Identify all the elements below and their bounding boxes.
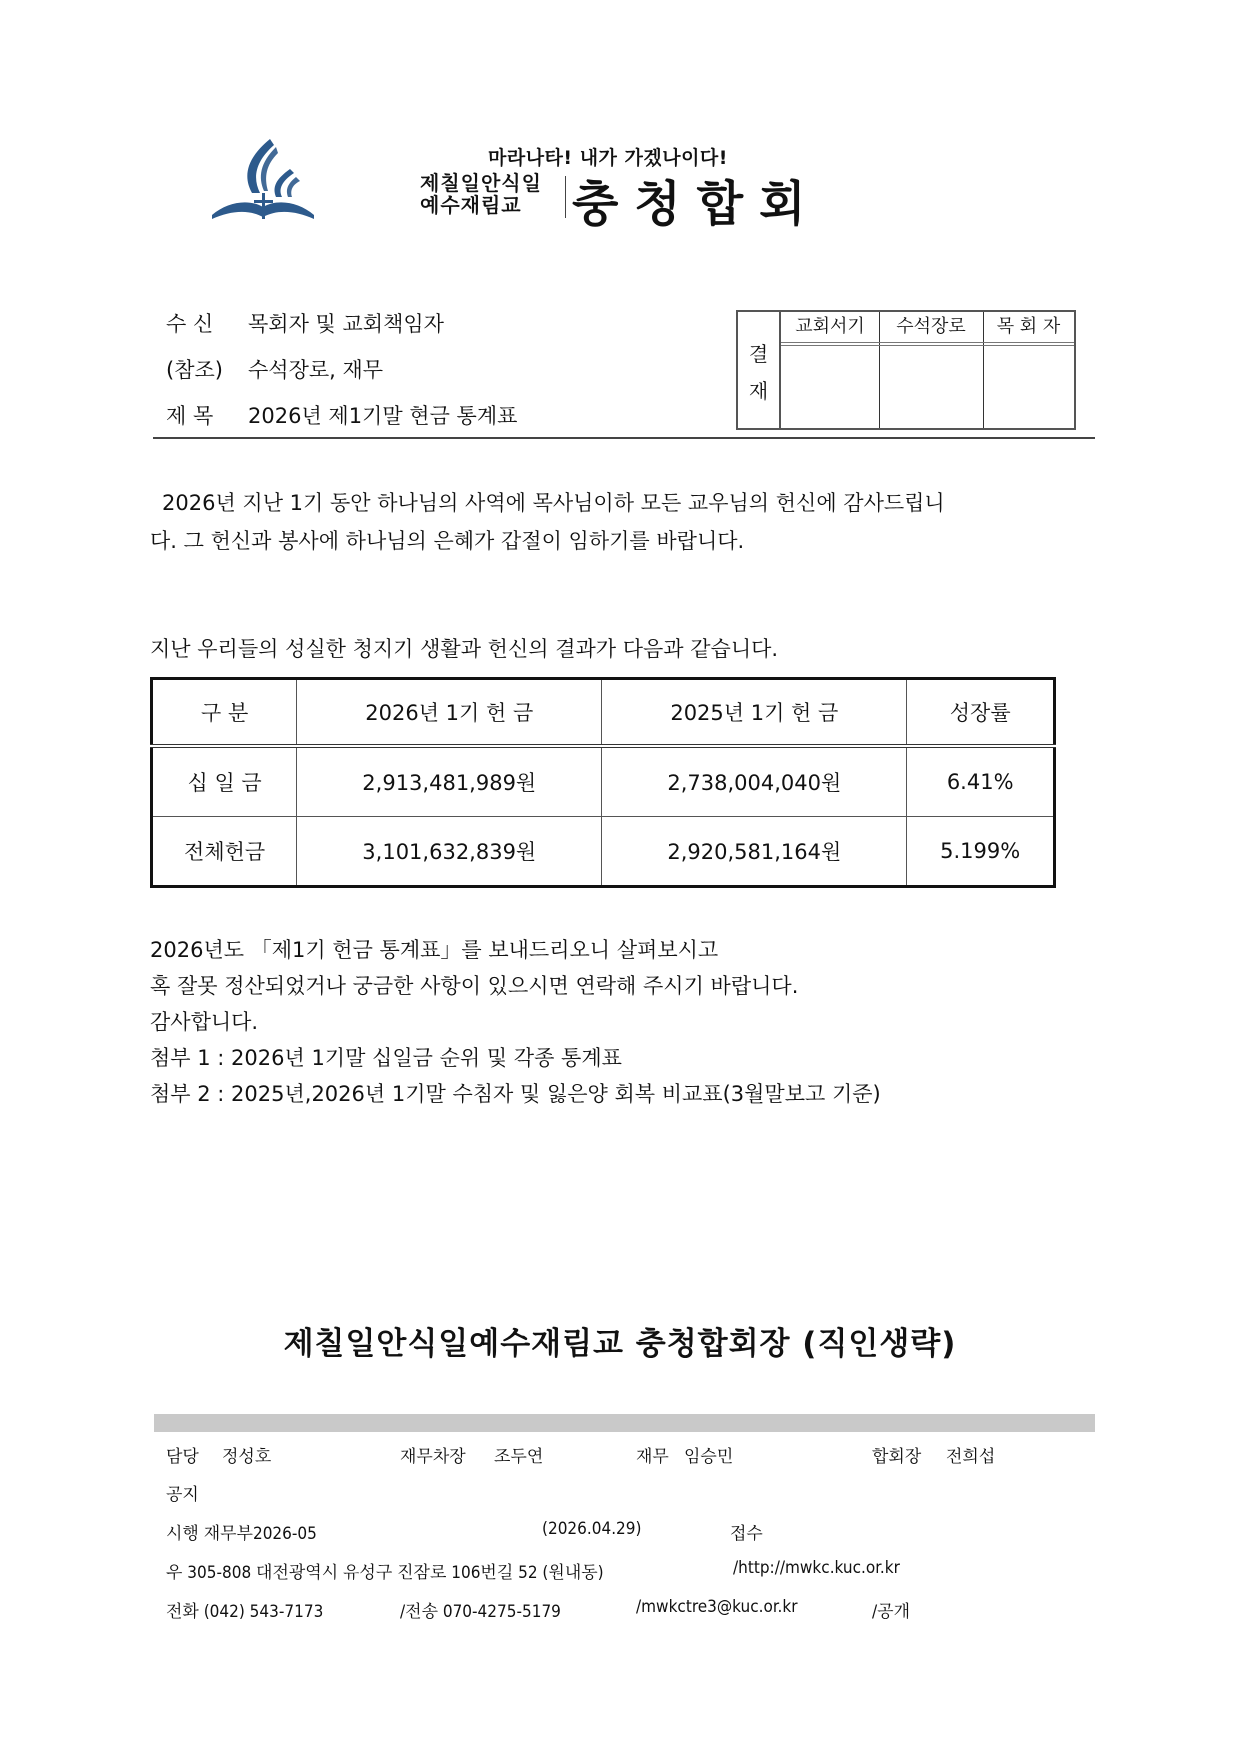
table-row xyxy=(152,817,1055,887)
phone-number: 전화 (042) 543-7173 xyxy=(166,1602,324,1622)
table-cell-2025: 2,920,581,164원 xyxy=(602,817,907,887)
approval-header-clerk: 교회서기 xyxy=(781,312,879,346)
disclosure-status: /공개 xyxy=(872,1602,910,1622)
receipt-label: 접수 xyxy=(730,1524,763,1544)
table-cell-category: 십 일 금 xyxy=(152,746,297,817)
staff-manager-name: 정성호 xyxy=(222,1447,272,1467)
approval-side-char-1: 결 xyxy=(748,342,769,366)
staff-deputy-role: 재무차장 xyxy=(400,1447,466,1467)
header-divider xyxy=(153,437,1095,439)
email-link[interactable]: /mwkctre3@kuc.or.kr xyxy=(636,1597,798,1617)
attachment-1: 첨부 1 : 2026년 1기말 십일금 순위 및 각종 통계표 xyxy=(150,1046,622,1070)
org-name-line2: 예수재림교 xyxy=(420,193,522,217)
approval-side-label xyxy=(738,312,781,428)
fax-number: /전송 070-4275-5179 xyxy=(400,1602,561,1622)
org-name-small xyxy=(420,172,542,216)
table-header-category: 구 분 xyxy=(152,679,297,747)
intro-line-1: 2026년 지난 1기 동안 하나님의 사역에 목사님이하 모든 교우님의 헌신에 감사드립니 xyxy=(162,491,945,515)
approval-side-char-2: 재 xyxy=(748,379,769,403)
recipient-value: 목회자 및 교회책임자 xyxy=(248,312,444,336)
table-cell-category: 전체헌금 xyxy=(152,817,297,887)
lead-in-text: 지난 우리들의 성실한 청지기 생활과 헌신의 결과가 다음과 같습니다. xyxy=(150,637,779,661)
table-cell-growth: 6.41% xyxy=(907,746,1055,817)
org-divider xyxy=(565,176,566,218)
reference-label: (참조) xyxy=(166,358,223,382)
recipient-label: 수 신 xyxy=(166,312,214,336)
approval-box xyxy=(736,310,1076,430)
approval-header-elder: 수석장로 xyxy=(879,312,983,346)
enforcement-number: 시행 재무부2026-05 xyxy=(166,1524,317,1544)
staff-treasurer-role: 재무 xyxy=(636,1447,669,1467)
table-header-row xyxy=(152,679,1055,747)
footer-divider-bar xyxy=(154,1414,1095,1432)
table-row xyxy=(152,746,1055,817)
closing-thanks: 감사합니다. xyxy=(150,1010,259,1034)
closing-line-1: 2026년도 「제1기 헌금 통계표」를 보내드리오니 살펴보시고 xyxy=(150,938,719,962)
staff-president-role: 합회장 xyxy=(872,1447,922,1467)
reference-value: 수석장로, 재무 xyxy=(248,358,384,382)
closing-line-2: 혹 잘못 정산되었거나 궁금한 사항이 있으시면 연락해 주시기 바랍니다. xyxy=(150,974,799,998)
cooperation-label: 공지 xyxy=(166,1485,199,1505)
signature-line: 제칠일안식일예수재림교 충청합회장 (직인생략) xyxy=(283,1326,957,1362)
table-cell-2025: 2,738,004,040원 xyxy=(602,746,907,817)
approval-header-pastor: 목 회 자 xyxy=(983,312,1074,346)
offering-stats-table xyxy=(150,677,1056,888)
adventist-logo-icon xyxy=(208,135,318,220)
subject-value: 2026년 제1기말 현금 통계표 xyxy=(248,404,518,428)
intro-line-2: 다. 그 헌신과 봉사에 하나님의 은혜가 갑절이 임하기를 바랍니다. xyxy=(150,529,745,553)
homepage-link[interactable]: /http://mwkc.kuc.or.kr xyxy=(733,1558,900,1578)
staff-manager-role: 담당 xyxy=(166,1447,199,1467)
attachment-2: 첨부 2 : 2025년,2026년 1기말 수침자 및 잃은양 회복 비교표(3월말보고 기준) xyxy=(150,1082,881,1106)
staff-deputy-name: 조두연 xyxy=(494,1447,544,1467)
motto: 마라나타! 내가 가겠나이다! xyxy=(488,147,728,169)
subject-label: 제 목 xyxy=(166,404,214,428)
staff-treasurer-name: 임승민 xyxy=(684,1447,734,1467)
table-cell-2026: 2,913,481,989원 xyxy=(297,746,602,817)
enforcement-date: (2026.04.29) xyxy=(542,1519,642,1539)
org-name-line1: 제칠일안식일 xyxy=(420,171,542,195)
staff-president-name: 전희섭 xyxy=(946,1447,996,1467)
postal-address: 우 305-808 대전광역시 유성구 진잠로 106번길 52 (원내동) xyxy=(166,1563,604,1583)
table-header-growth: 성장률 xyxy=(907,679,1055,747)
table-header-2026: 2026년 1기 헌 금 xyxy=(297,679,602,747)
table-cell-2026: 3,101,632,839원 xyxy=(297,817,602,887)
table-header-2025: 2025년 1기 헌 금 xyxy=(602,679,907,747)
org-name-large: 충청합회 xyxy=(572,176,822,232)
table-cell-growth: 5.199% xyxy=(907,817,1055,887)
